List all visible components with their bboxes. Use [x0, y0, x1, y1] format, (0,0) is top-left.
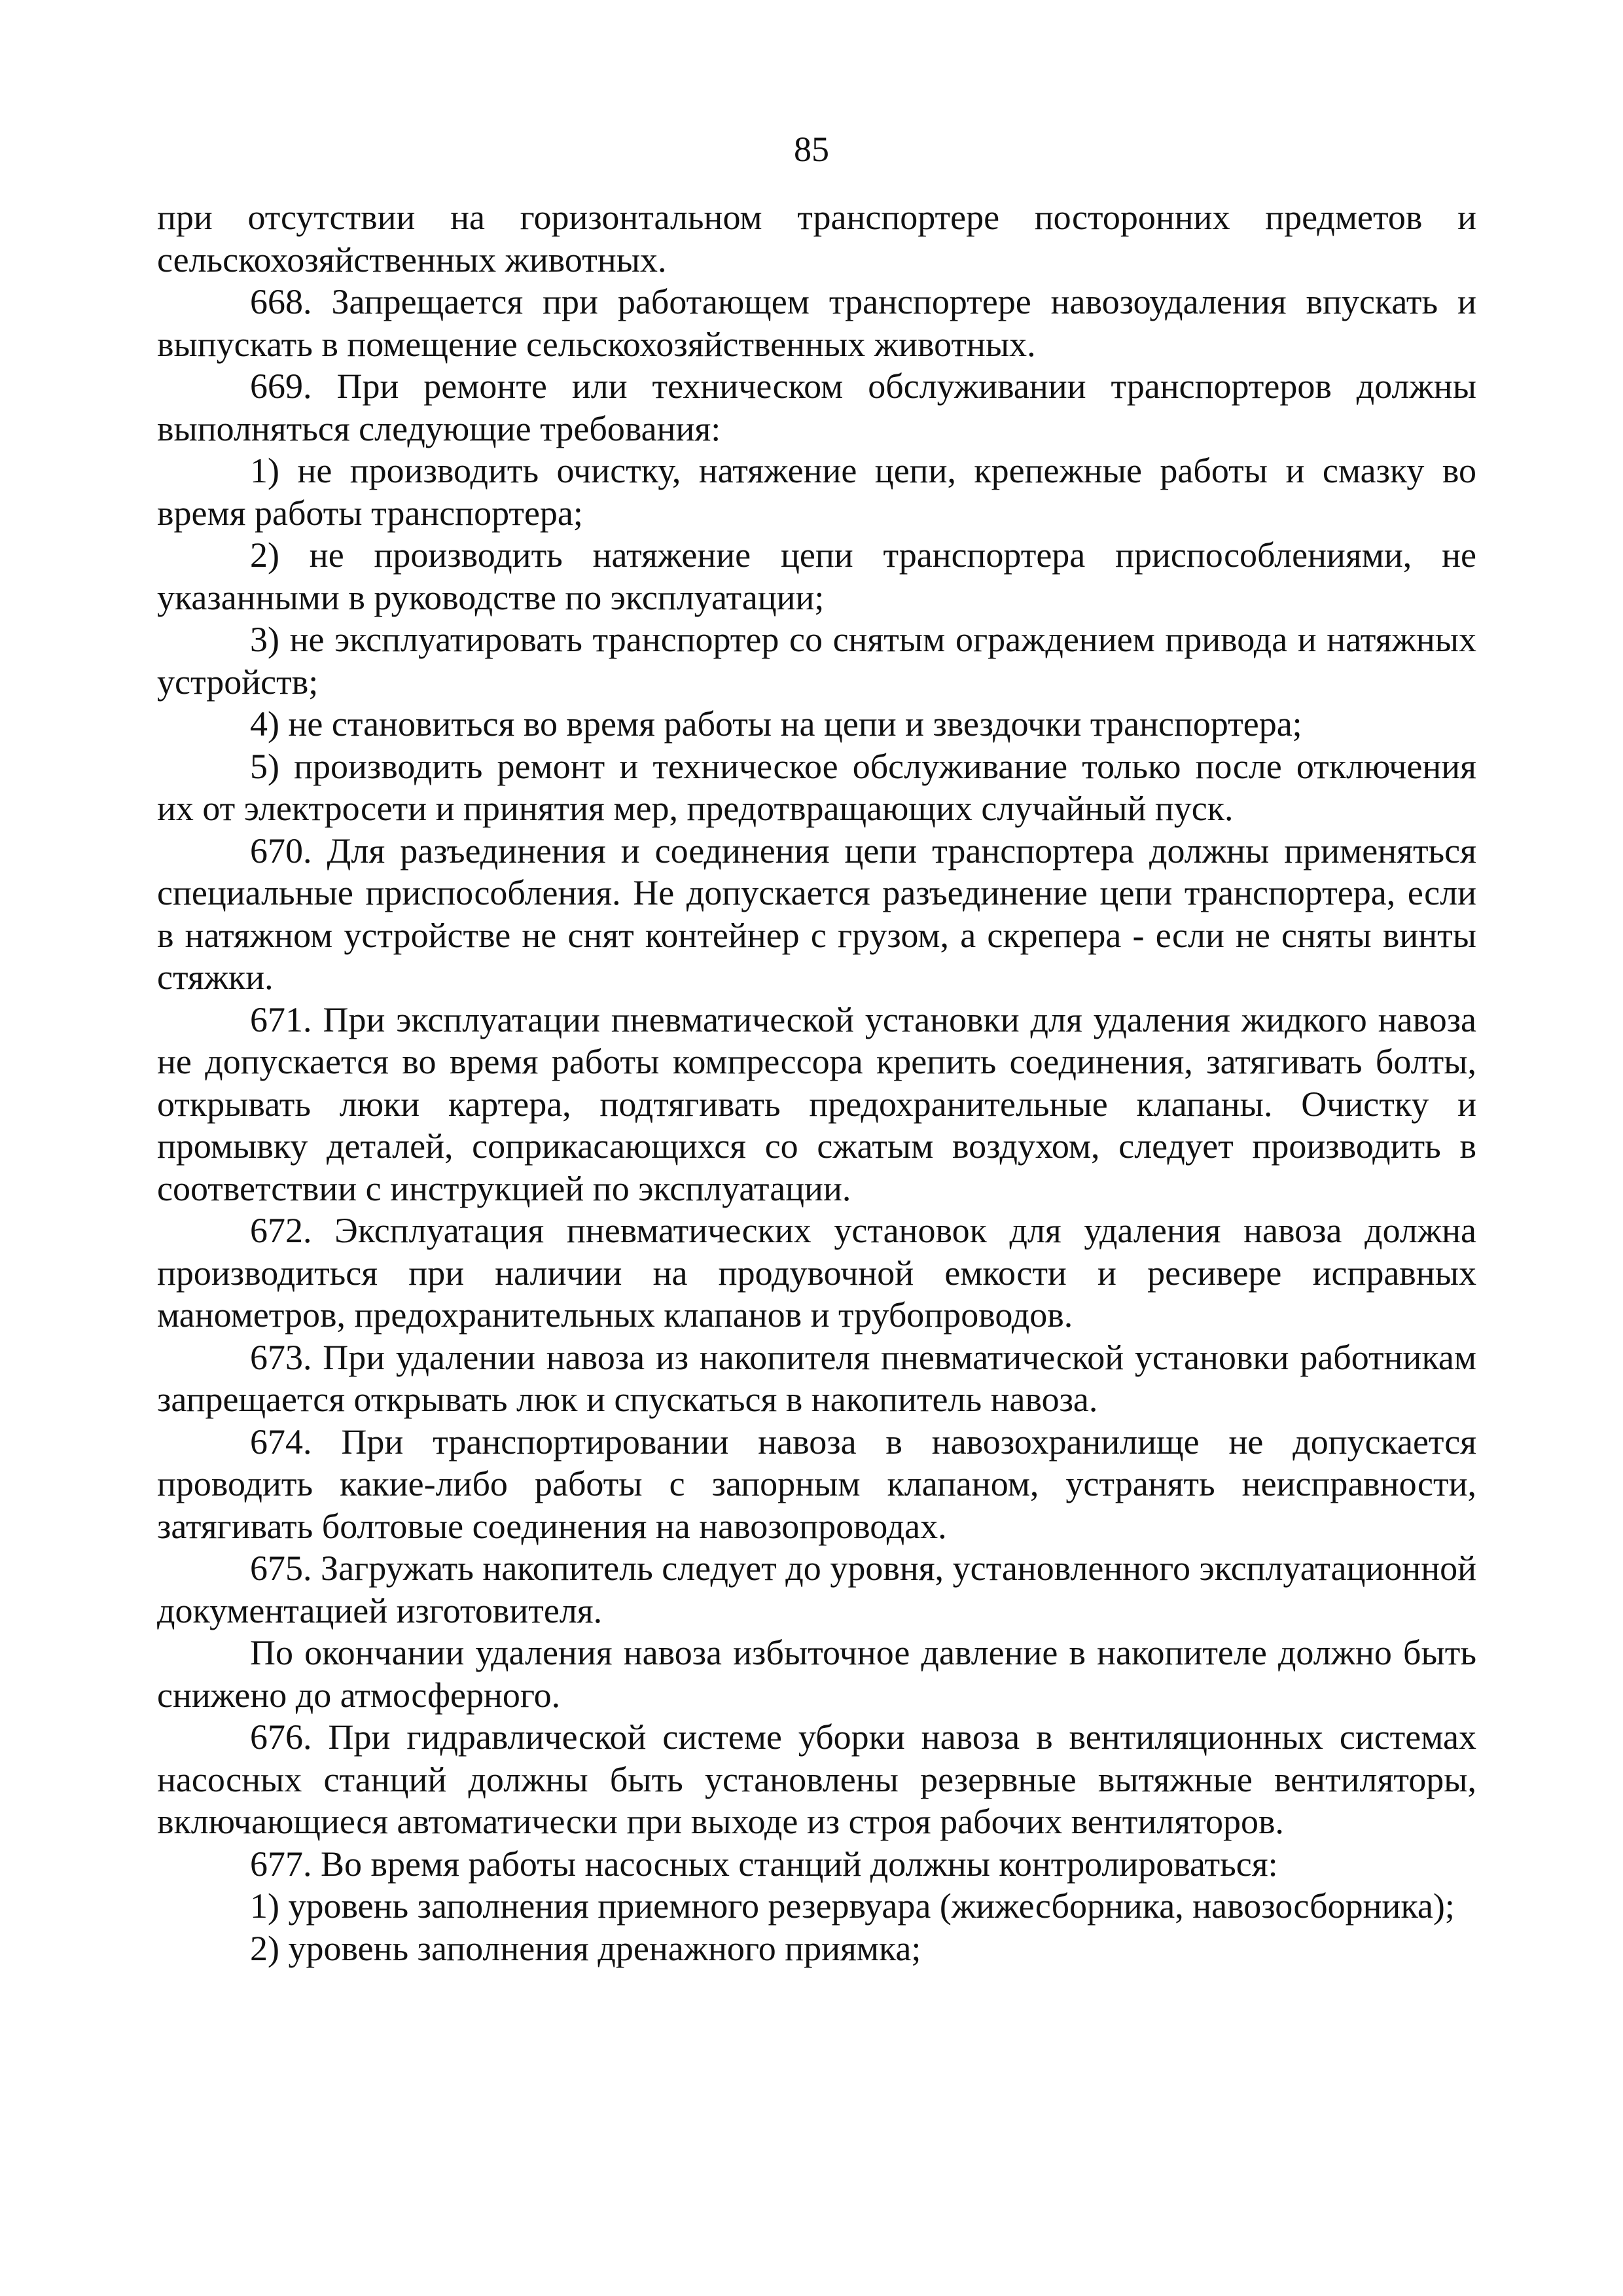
list-item-677-1: 1) уровень заполнения приемного резервуара (жижесборника, навозосборника); — [250, 1886, 1455, 1926]
list-item-669-2: 2) не производить натяжение цепи транспортера приспособлениями, не указанными в руководстве по эксплуатации; — [157, 535, 1476, 617]
paragraph-671: 671. При эксплуатации пневматической установки для удаления жидкого навоза не допускается во время работы компрессора крепить соединения, затягивать болты, открывать люки картера, подтягивать предохранительные клапаны. Очистку и промывку деталей, соприкасающихся со сжатым воздухом, следует производить в соответствии с инструкцией по эксплуатации. — [157, 999, 1476, 1208]
page-number: 85 — [794, 130, 829, 169]
paragraph-674: 674. При транспортировании навоза в навозохранилище не допускается проводить какие-либо работы с запорным клапаном, устранять неисправности, затягивать болтовые соединения на навозопроводах. — [157, 1422, 1476, 1546]
list-item-669-1: 1) не производить очистку, натяжение цепи, крепежные работы и смазку во время работы транспортера; — [157, 451, 1476, 533]
list-item-677-2: 2) уровень заполнения дренажного приямка; — [250, 1928, 921, 1968]
list-item-669-4: 4) не становиться во время работы на цепи и звездочки транспортера; — [250, 704, 1302, 744]
paragraph-673: 673. При удалении навоза из накопителя пневматической установки работникам запрещается открывать люк и спускаться в накопитель навоза. — [157, 1337, 1476, 1419]
document-body — [157, 196, 1476, 1969]
paragraph-670: 670. Для разъединения и соединения цепи транспортера должны применяться специальные приспособления. Не допускается разъединение цепи транспортера, если в натяжном устройстве не снят контейнер с грузом, а скрепера - если не сняты винты стяжки. — [157, 831, 1476, 997]
paragraph-continuation: при отсутствии на горизонтальном транспортере посторонних предметов и сельскохозяйственных животных. — [157, 198, 1476, 279]
paragraph-672: 672. Эксплуатация пневматических установок для удаления навоза должна производиться при наличии на продувочной емкости и ресивере исправных манометров, предохранительных клапанов и трубопроводов. — [157, 1211, 1476, 1335]
paragraph-675-note: По окончании удаления навоза избыточное давление в накопителе должно быть снижено до атмосферного. — [157, 1633, 1476, 1715]
paragraph-677: 677. Во время работы насосных станций должны контролироваться: — [250, 1844, 1278, 1884]
list-item-669-3: 3) не эксплуатировать транспортер со снятым ограждением привода и натяжных устройств; — [157, 620, 1476, 702]
paragraph-668: 668. Запрещается при работающем транспортере навозоудаления впускать и выпускать в помещение сельскохозяйственных животных. — [157, 282, 1476, 364]
paragraph-669: 669. При ремонте или техническом обслуживании транспортеров должны выполняться следующие требования: — [157, 367, 1476, 448]
list-item-669-5: 5) производить ремонт и техническое обслуживание только после отключения их от электросети и принятия мер, предотвращающих случайный пуск. — [157, 746, 1476, 828]
paragraph-676: 676. При гидравлической системе уборки навоза в вентиляционных системах насосных станций должны быть установлены резервные вытяжные вентиляторы, включающиеся автоматически при выходе из строя рабочих вентиляторов. — [157, 1717, 1476, 1841]
paragraph-675: 675. Загружать накопитель следует до уровня, установленного эксплуатационной документацией изготовителя. — [157, 1549, 1476, 1630]
